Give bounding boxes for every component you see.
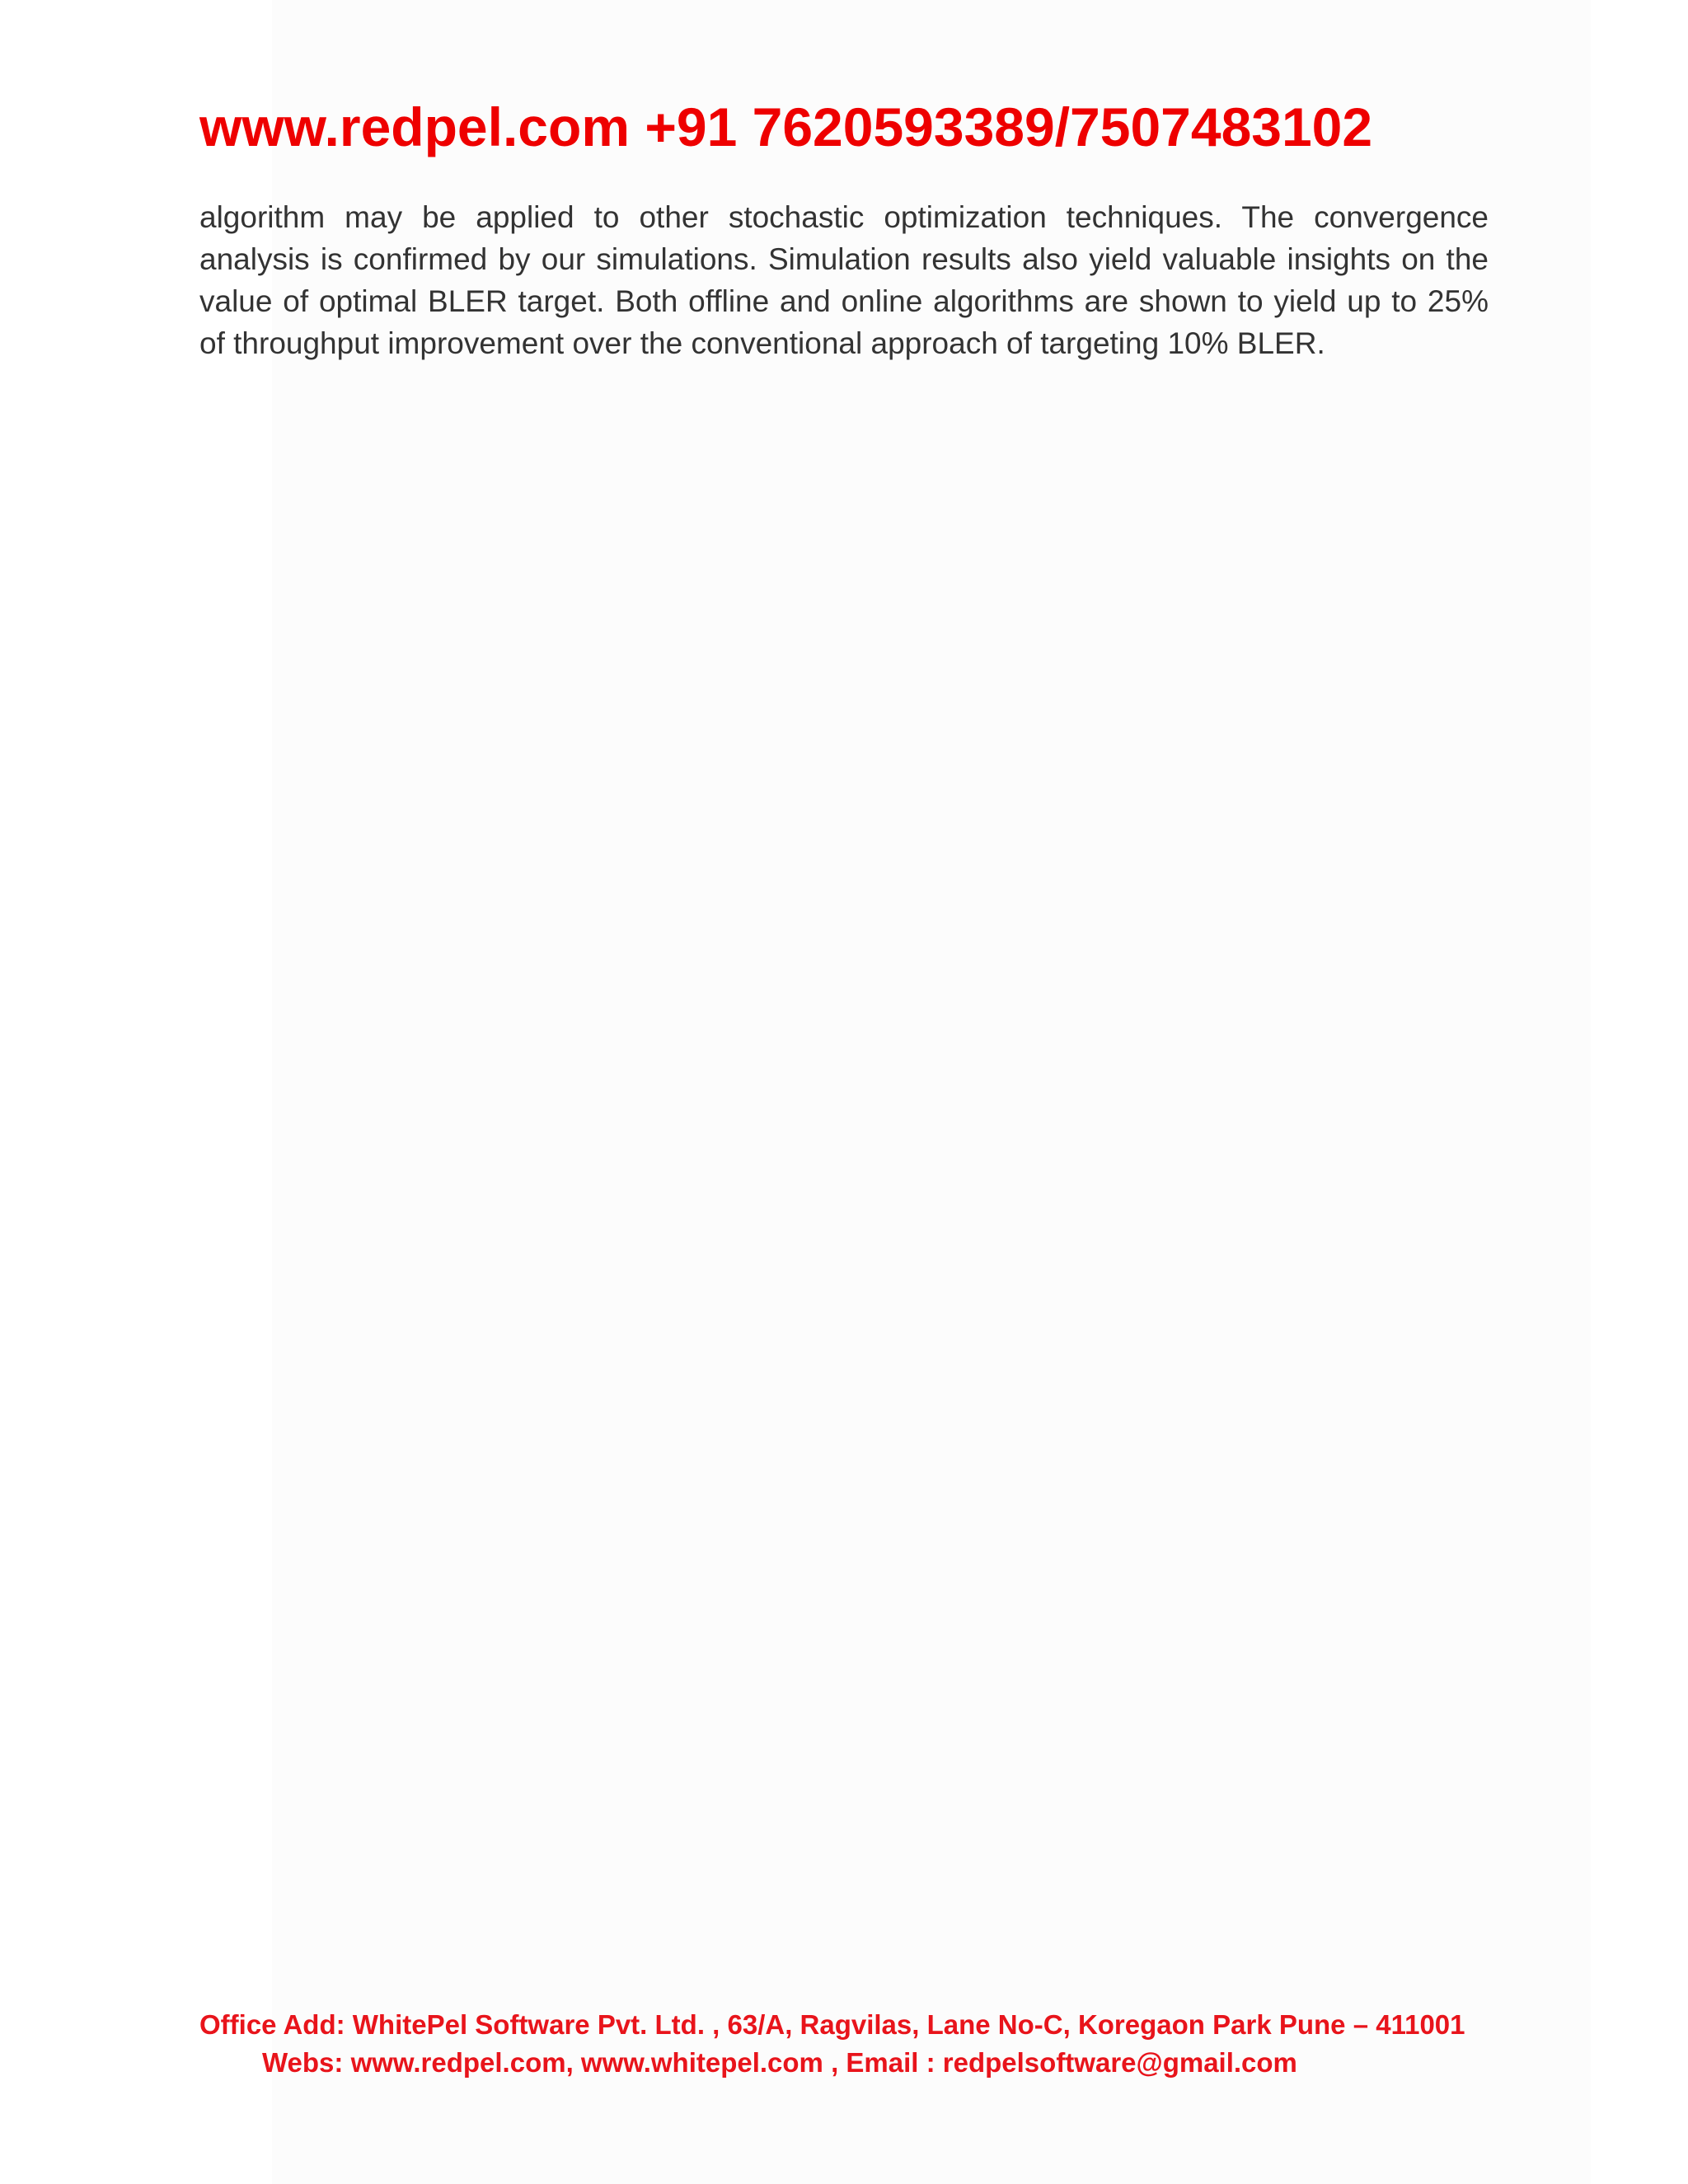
header-contact-line: www.redpel.com +91 7620593389/7507483102 <box>199 96 1373 157</box>
footer-websites-email: Webs: www.redpel.com, www.whitepel.com , Email : redpelsoftware@gmail.com <box>262 2047 1297 2078</box>
abstract-paragraph: algorithm may be applied to other stochastic optimization techniques. The convergence analysis is confirmed by our simulations. Simulation results also yield valuable insights on the value of optimal BLER target. Both offline and online algorithms are shown to yield up to 25% of throughput improvement over the conventional approach of targeting 10% BLER. <box>199 200 1489 360</box>
footer-office-address: Office Add: WhitePel Software Pvt. Ltd. , 63/A, Ragvilas, Lane No-C, Koregaon Park Pune – 411001 <box>199 2009 1465 2040</box>
